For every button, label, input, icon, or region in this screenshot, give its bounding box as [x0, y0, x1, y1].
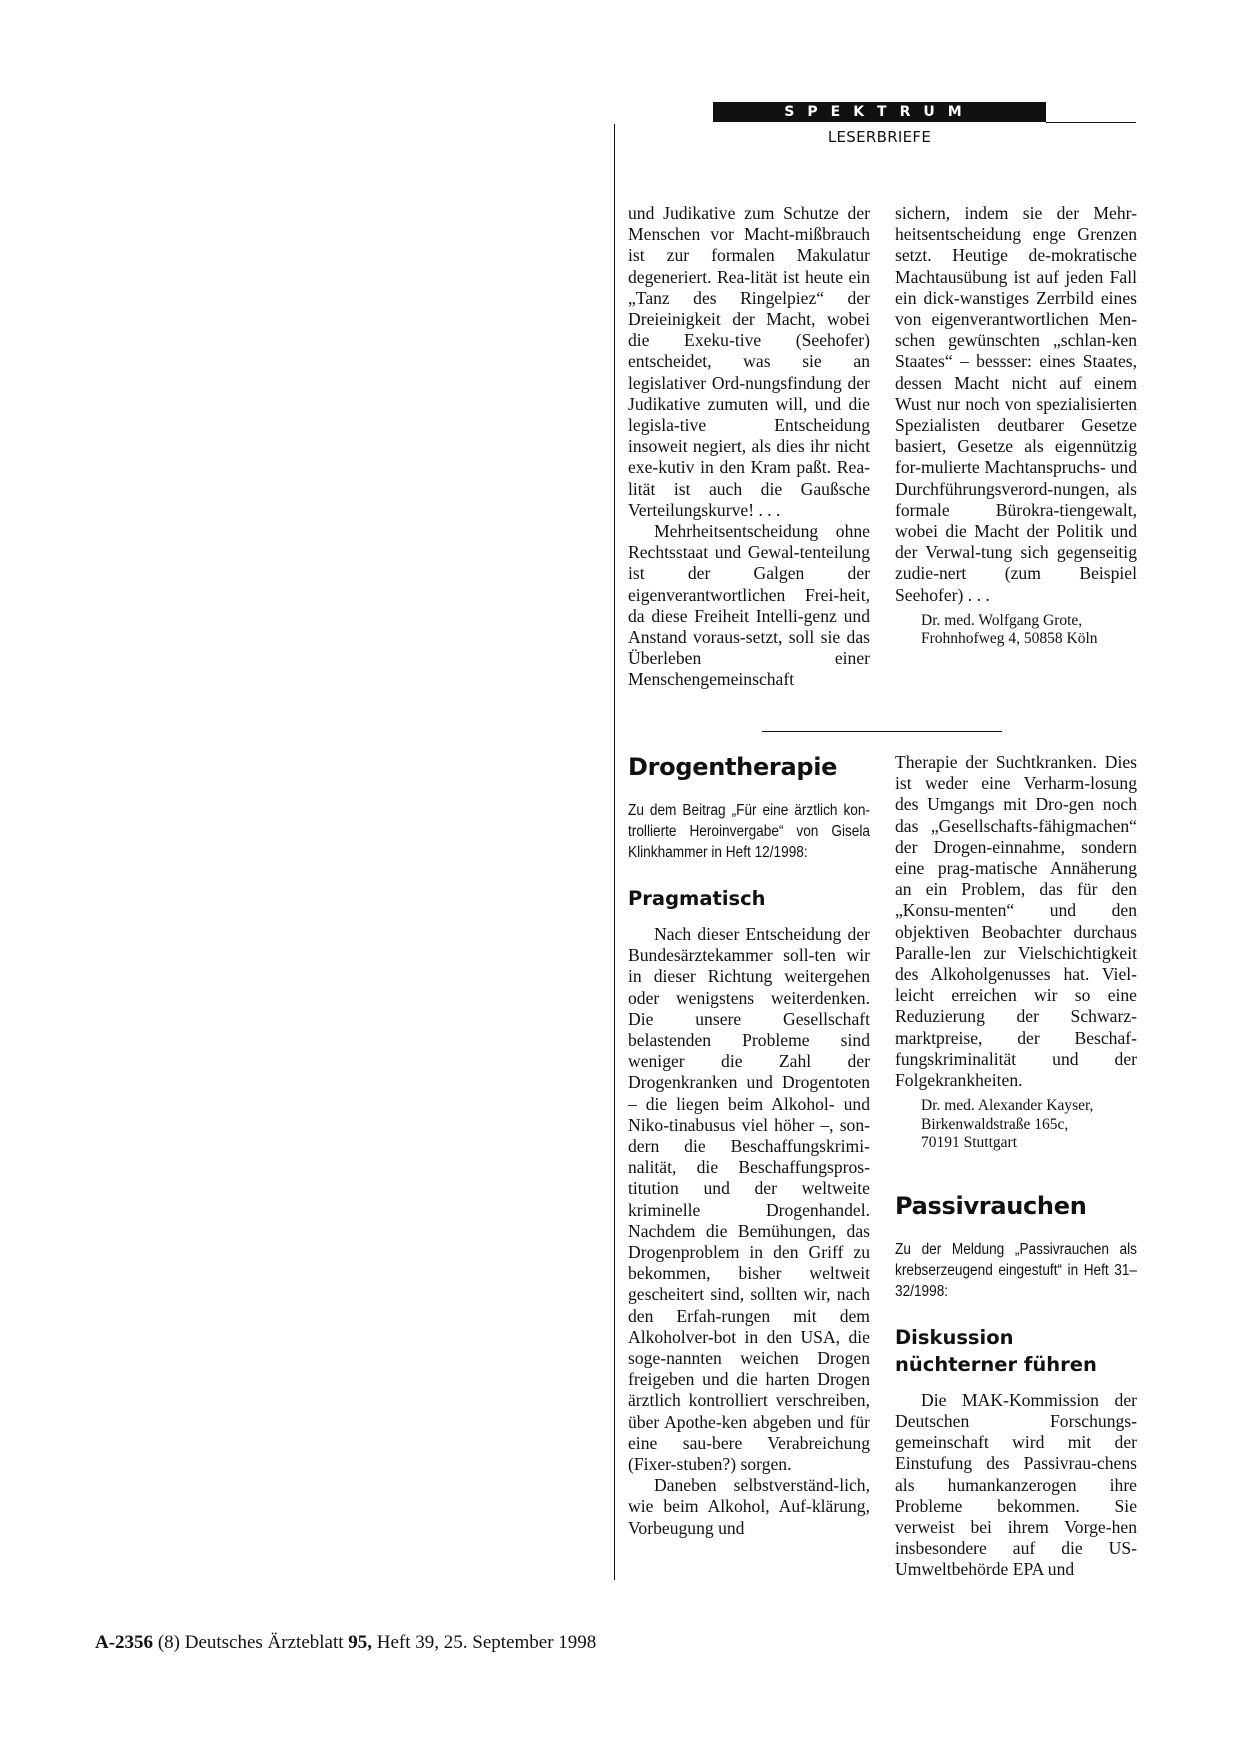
- signature-line: 70191 Stuttgart: [921, 1134, 1018, 1152]
- drogen-paragraph-2: Daneben selbstverständ-lich, wie beim Alkohol, Auf-klärung, Vorbeugung und: [628, 1475, 870, 1538]
- drogen-intro: Zu dem Beitrag „Für eine ärztlich kon-trollierte Heroinvergabe“ von Gisela Klinkhammer in Heft 12/1998:: [628, 802, 870, 861]
- right-column-lower: [895, 752, 1137, 1581]
- passiv-heading: Passivrauchen: [895, 1191, 1087, 1220]
- letter1-column-left: [628, 203, 870, 691]
- drogen-heading: Drogentherapie: [628, 753, 838, 781]
- drogen-column-left: [628, 752, 870, 1539]
- section-header: SPEKTRUM: [713, 102, 1046, 122]
- drogen-subheading: Pragmatisch: [628, 887, 766, 910]
- page-footer: [95, 1632, 596, 1654]
- drogen-signature: [895, 1097, 1137, 1153]
- signature-line: Dr. med. Alexander Kayser,: [921, 1097, 1094, 1115]
- drogen-paragraph-1: Nach dieser Entscheidung der Bundesärztekammer soll-ten wir in dieser Richtung weitergehen oder wenigstens weiterdenken. Die unsere Gesellschaft belastenden Probleme sind weniger die Zahl der Drogenkranken und Drogentoten – die liegen beim Alkohol- und Niko-tinabusus viel höher –, son-dern die Beschaffungskrimi-nalität, die Beschaffungspros-titution und der weltweite kriminelle Drogenhandel. Nachdem die Bemühungen, das Drogenproblem in den Griff zu bekommen, bisher weltweit gescheitert sind, sollten wir, nach den Erfah-rungen mit dem Alkoholver-bot in den USA, die soge-nannten weichen Drogen freigeben und die harten Drogen ärztlich kontrolliert verschreiben, über Apothe-ken abgeben und für eine sau-bere Verabreichung (Fixer-stuben?) sorgen.: [628, 924, 870, 1475]
- page-number: A-2356: [95, 1632, 154, 1653]
- letter1-paragraph-1: und Judikative zum Schutze der Menschen vor Macht-mißbrauch ist zur formalen Makulatur degeneriert. Rea-lität ist heute ein „Tanz des Ringelpiez“ der Dreieinigkeit der Macht, wobei die Exeku-tive (Seehofer) entscheidet, was sie an legislativer Ord-nungsfindung der Judikative zumuten will, und die legisla-tive Entscheidung insoweit negiert, als dies ihr nicht exe-kutiv in den Kram paßt. Rea-lität ist auch die Gaußsche Verteilungskurve! . . .: [628, 203, 870, 520]
- signature-line: Birkenwaldstraße 165c,: [921, 1115, 1069, 1133]
- signature-line: Frohnhofweg 4, 50858 Köln: [921, 630, 1098, 648]
- letter1-column-right: [895, 203, 1137, 649]
- column-divider: [614, 124, 615, 1580]
- passiv-intro: Zu der Meldung „Passivrauchen als krebserzeugend eingestuft“ in Heft 31–32/1998:: [895, 1240, 1137, 1300]
- letter1-paragraph-3: sichern, indem sie der Mehr-heitsentscheidung enge Grenzen setzt. Heutige de-mokratische Machtausübung ist auf jeden Fall ein dick-wanstiges Zerrbild eines von eigenverantwortlichen Men-schen gewünschten „schlan-ken Staates“ – bessser: eines Staates, dessen Macht nicht auf einem Wust nur noch von spezialisierten Spezialisten deutbarer Gesetze basiert, Gesetze als eigennützig for-mulierte Machtanspruchs- und Durchführungsverord-nungen, als formale Bürokra-tiengewalt, wobei die Macht der Politik und der Verwal-tung sich gegenseitig zudie-nert (zum Beispiel Seehofer) . . .: [895, 203, 1137, 605]
- letter1-signature: [895, 612, 1137, 649]
- subsection-header: LESERBRIEFE: [827, 128, 932, 146]
- passiv-subheading: Diskussion nüchterner führen: [895, 1325, 1097, 1376]
- journal-name: (8) Deutsches Ärzteblatt: [157, 1632, 344, 1653]
- journal-issue: Heft 39, 25. September 1998: [376, 1632, 597, 1653]
- passiv-paragraph-1: Die MAK-Kommission der Deutschen Forschungs-gemeinschaft wird mit der Einstufung des Passivrau-chens als humankanzerogen ihre Probleme bekommen. Sie verweist bei ihrem Vorge-hen insbesondere auf die US-Umweltbehörde EPA und: [895, 1389, 1137, 1580]
- drogen-paragraph-3: Therapie der Suchtkranken. Dies ist weder eine Verharm-losung des Umgangs mit Dro-gen noch das „Gesellschafts-fähigmachen“ der Drogen-einnahme, sondern eine prag-matische Annäherung an ein Problem, das für den „Konsu-menten“ und den objektiven Beobachter durchaus Paralle-len zur Vielschichtigkeit des Alkoholgenusses hat. Viel-leicht erreichen wir so eine Reduzierung der Schwarz-marktpreise, der Beschaf-fungskriminalität und der Folgekrankheiten.: [895, 752, 1137, 1091]
- signature-line: Dr. med. Wolfgang Grote,: [921, 611, 1083, 629]
- article-separator: [762, 731, 1002, 732]
- header-rule: [1046, 122, 1136, 123]
- journal-volume: 95,: [348, 1632, 373, 1653]
- letter1-paragraph-2: Mehrheitsentscheidung ohne Rechtsstaat und Gewal-tenteilung ist der Galgen der eigenverantwortlichen Frei-heit, da diese Freiheit Intelli-genz und Anstand voraus-setzt, soll sie das Überleben einer Menschengemeinschaft: [628, 521, 870, 690]
